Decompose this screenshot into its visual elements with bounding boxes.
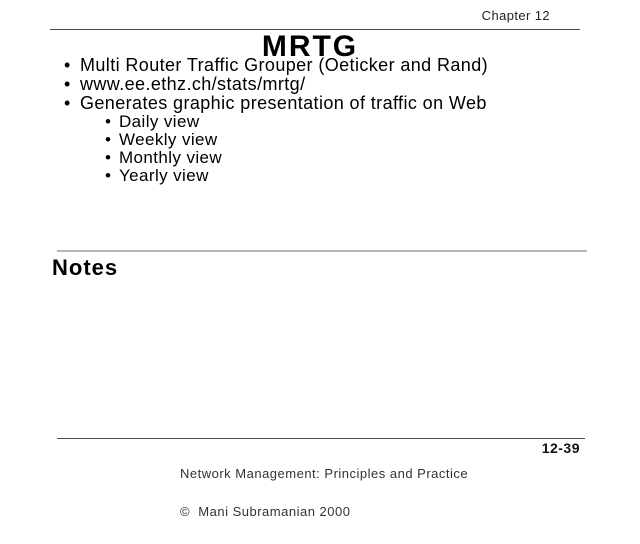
bullet-item xyxy=(64,94,624,113)
bullet-marker: • xyxy=(105,166,112,185)
sub-bullet-text: Daily view xyxy=(119,112,200,131)
chapter-label: Chapter 12 xyxy=(481,8,550,23)
bullet-marker: • xyxy=(64,55,71,75)
slide-title: MRTG xyxy=(261,30,359,63)
bullet-marker: • xyxy=(105,130,112,149)
bullet-text: www.ee.ethz.ch/stats/mrtg/ xyxy=(80,74,306,94)
bullet-text: Generates graphic presentation of traffic on Web xyxy=(80,93,487,113)
footer-copyright: © Mani Subramanian 2000 xyxy=(180,503,351,519)
page-number: 12-39 xyxy=(541,440,580,456)
footer-rule xyxy=(57,438,585,439)
notes-divider xyxy=(57,250,587,252)
notes-heading: Notes xyxy=(52,255,119,280)
bullet-list xyxy=(64,56,624,185)
bullet-marker: • xyxy=(64,74,71,94)
bullet-marker: • xyxy=(105,148,112,167)
bullet-text: Multi Router Traffic Grouper (Oeticker and Rand) xyxy=(80,55,489,75)
sub-bullet-text: Yearly view xyxy=(119,166,209,185)
sub-bullet-item xyxy=(105,167,624,185)
sub-bullet-item xyxy=(105,113,624,131)
footer-book-title: Network Management: Principles and Practice xyxy=(180,466,469,481)
sub-bullet-item xyxy=(105,131,624,149)
bullet-marker: • xyxy=(64,93,71,113)
sub-bullet-item xyxy=(105,149,624,167)
footer-text xyxy=(180,443,468,543)
bullet-marker: • xyxy=(105,112,112,131)
sub-bullet-text: Monthly view xyxy=(119,148,223,167)
bullet-item xyxy=(64,75,624,94)
bullet-item xyxy=(64,56,624,75)
sub-bullet-text: Weekly view xyxy=(119,130,218,149)
